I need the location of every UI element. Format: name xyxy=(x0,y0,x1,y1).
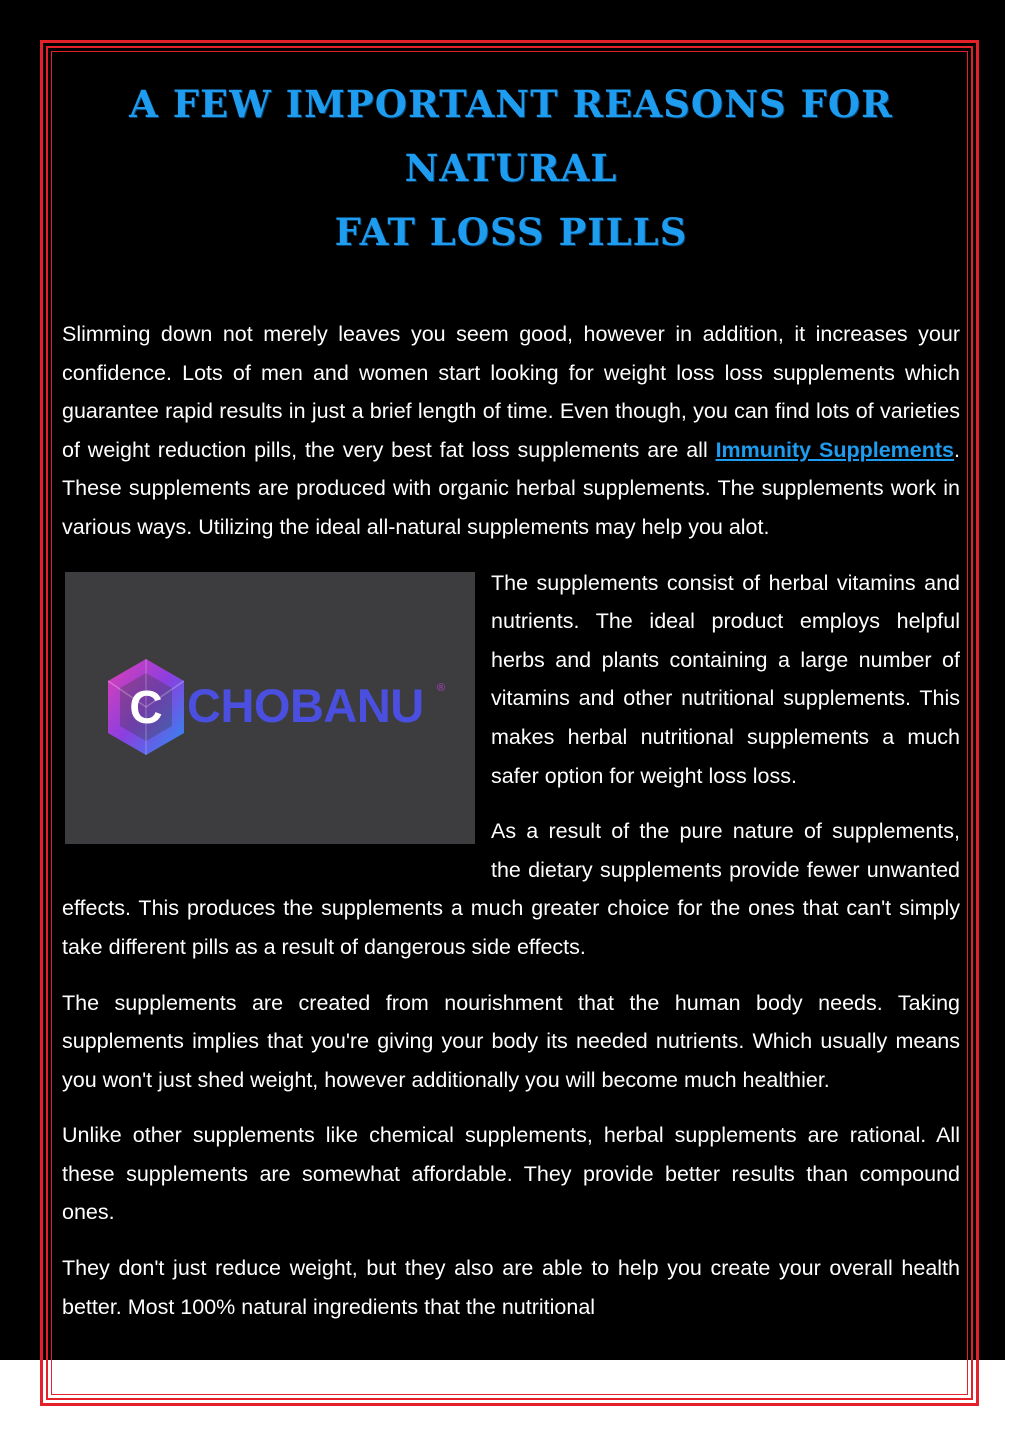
logo-letter-mark: C xyxy=(129,680,163,733)
paragraph-nourishment: The supplements are created from nourishment that the human body needs. Taking supplements implies that you're giving your body its needed nutrients. Which usually means you won't just shed weight, however additionally you will become much healthier. xyxy=(62,990,960,1092)
paragraph-intro xyxy=(62,315,960,547)
logo-brand-text: CHOBANU xyxy=(187,678,424,732)
paragraph-intro-tail: . These supplements are produced with organic herbal supplements. The supplements work in various ways. Utilizing the ideal all-natural supplements may help you alot. xyxy=(62,437,960,539)
registered-mark: ® xyxy=(437,681,446,694)
title-line-1: A FEW IMPORTANT REASONS FOR NATURAL xyxy=(129,82,893,190)
chobanu-logo-image xyxy=(65,572,475,844)
immunity-supplements-link[interactable]: Immunity Supplements xyxy=(715,437,954,462)
paragraph-herbal-vitamins: The supplements consist of herbal vitamins and nutrients. The ideal product employs helpful herbs and plants containing a large number of vitamins and other nutritional supplements. This makes herbal nutritional supplements a much safer option for weight loss loss. xyxy=(491,570,960,788)
document-content xyxy=(62,62,960,1394)
paragraph-pure-nature: As a result of the pure nature of supplements, the dietary supplements provide fewer unwanted effects. This produces the supplements a much greater choice for the ones that can't simply take different pills as a result of dangerous side effects. xyxy=(62,819,960,959)
document-title xyxy=(62,72,960,264)
title-line-2: FAT LOSS PILLS xyxy=(334,210,688,254)
hexagon-logo-icon xyxy=(105,657,187,757)
paragraph-chemical-comparison: Unlike other supplements like chemical supplements, herbal supplements are rational. All these supplements are somewhat affordable. They provide better results than compound ones. xyxy=(62,1123,960,1225)
paragraph-overall-health: They don't just reduce weight, but they also are able to help you create your overall health better. Most 100% natural ingredients that the nutritional xyxy=(62,1256,960,1319)
paragraph-intro-text: Slimming down not merely leaves you seem good, however in addition, it increases your confidence. Lots of men and women start looking for weight loss loss supplements which guarantee rapid results in just a brief length of time. Even though, you can find lots of varieties of weight reduction pills, the very best fat loss supplements are all xyxy=(62,322,960,462)
